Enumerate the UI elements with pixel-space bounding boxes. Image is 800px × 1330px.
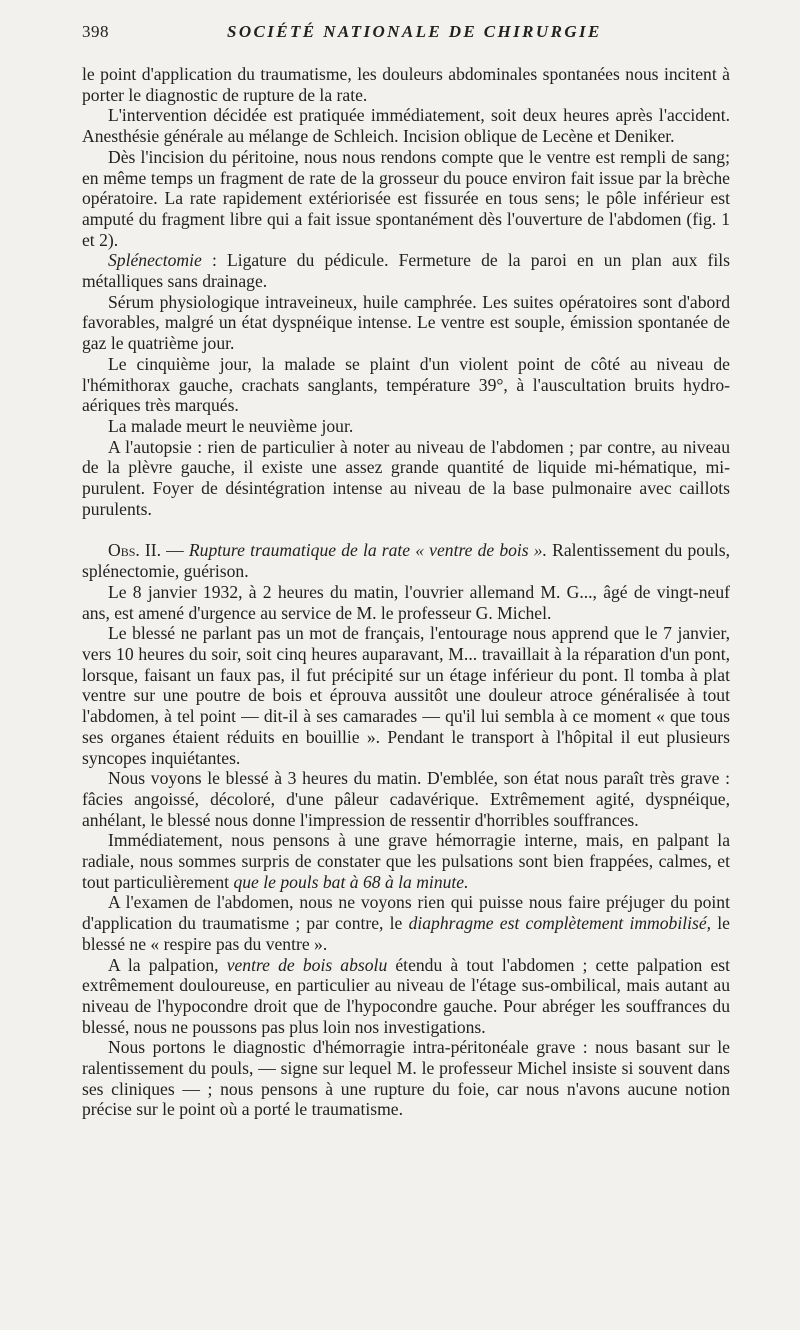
paragraph-text-end: le blessé ne « respire pas du ventre ».	[82, 913, 730, 954]
italic-phrase: diaphragme est complètement immobilisé,	[408, 913, 712, 934]
paragraph	[82, 830, 730, 892]
paragraph-text: A la palpation,	[108, 954, 227, 975]
paragraph: Dès l'incision du péritoine, nous nous rendons compte que le ventre est rempli de sang; en même temps un fragment de rate de la grosseur du pouce environ fait issue par la brèche opératoire. La rate rapidement extériorisée est fissurée en tous sens; le pôle inférieur est amputé du fragment libre qui a fait issue spontanément dès l'ouverture de l'abdomen (fig. 1 et 2).	[82, 146, 730, 250]
paragraph-text: A l'examen de l'abdomen, nous ne voyons rien qui puisse nous faire préjuger du point d'application du traumatisme ; par contre, le	[82, 892, 730, 934]
italic-term: Splénectomie	[108, 250, 202, 271]
page-number: 398	[82, 22, 109, 41]
paragraph: le point d'application du traumatisme, les douleurs abdominales spontanées nous incitent à porter le diagnostic de rupture de la rate.	[82, 64, 730, 105]
paragraph: Le 8 janvier 1932, à 2 heures du matin, l'ouvrier allemand M. G..., âgé de vingt-neuf ans, est amené d'urgence au service de M. le professeur G. Michel.	[82, 581, 730, 623]
paragraph: A l'autopsie : rien de particulier à noter au niveau de l'abdomen ; par contre, au niveau de la plèvre gauche, il existe une assez grande quantité de liquide mi-hématique, mi-purulent. Foyer de désintégration intense au niveau de la base pulmonaire avec caillots purulents.	[82, 436, 730, 519]
paragraph	[82, 892, 730, 954]
paragraph-text-end: étendu à tout l'abdomen ; cette palpation est extrêmement douloureuse, en particulier au niveau de l'étage sus-ombilical, mais autant au niveau de l'hypocondre droit que de l'hypocondre gauche. Pour abréger les souffrances du blessé, nous ne poussons pas plus loin nos investigations.	[82, 954, 731, 1037]
paragraph-text: : Ligature du pédicule. Fermeture de la paroi en un plan aux fils métalliques sans drainage.	[82, 250, 730, 292]
paragraph	[82, 250, 730, 291]
obs-title: Rupture traumatique de la rate « ventre de bois ».	[188, 540, 547, 561]
section-gap	[82, 519, 730, 540]
observation-heading	[82, 540, 730, 581]
paragraph	[82, 955, 730, 1038]
obs-label: Obs.	[108, 540, 140, 561]
paragraph: L'intervention décidée est pratiquée immédiatement, soit deux heures après l'accident. Anesthésie générale au mélange de Schleich. Incision oblique de Lecène et Deniker.	[82, 105, 730, 147]
paragraph: Sérum physiologique intraveineux, huile camphrée. Les suites opératoires sont d'abord favorables, malgré un état dyspnéique intense. Le ventre est souple, émission spontanée de gaz le quatrième jour.	[82, 291, 730, 354]
paragraph: Le blessé ne parlant pas un mot de français, l'entourage nous apprend que le 7 janvier, vers 10 heures du soir, soit cinq heures auparavant, M... travaillait à la réparation d'un pont, lorsque, faisant un faux pas, il fut précipité sur un étage inférieur du pont. Il tomba à plat ventre sur une poutre de bois et éprouva aussitôt une douleur atroce généralisée à tout l'abdomen, à tel point — dit-il à ses camarades — qu'il lui sembla à ce moment « que tous ses organes étaient réduits en bouillie ». Pendant le transport à l'hôpital il eut plusieurs syncopes inquiétantes.	[82, 623, 730, 768]
running-title: SOCIÉTÉ NATIONALE DE CHIRURGIE	[227, 22, 602, 41]
obs-number: II. —	[139, 540, 189, 561]
paragraph: Le cinquième jour, la malade se plaint d'un violent point de côté au niveau de l'hémithorax gauche, crachats sanglants, température 39°, à l'auscultation bruits hydro-aériques très marqués.	[82, 353, 730, 416]
paragraph: Nous voyons le blessé à 3 heures du matin. D'emblée, son état nous paraît très grave : fâcies angoissé, décoloré, d'une pâleur cadavérique. Extrêmement agité, dyspnéique, anhélant, le blessé nous donne l'impression de ressentir d'horribles souffrances.	[82, 768, 730, 830]
paragraph-text: Immédiatement, nous pensons à une grave hémorragie interne, mais, en palpant la radiale, nous sommes surpris de constater que les pulsations sont bien frappées, calmes, et tout particulièrement	[82, 830, 730, 892]
page-header	[82, 20, 732, 46]
obs-summary: Ralentissement du pouls, splénectomie, guérison.	[82, 540, 731, 582]
body-text	[82, 64, 730, 1120]
italic-phrase: que le pouls bat à 68 à la minute.	[233, 871, 469, 892]
paragraph: Nous portons le diagnostic d'hémorragie intra-péritonéale grave : nous basant sur le ralentissement du pouls, — signe sur lequel M. le professeur Michel insiste si souvent dans ses cliniques — ; nous pensons à une rupture du foie, car nous n'avons aucune notion précise sur le point où a porté le traumatisme.	[82, 1037, 730, 1120]
italic-phrase: ventre de bois absolu	[226, 954, 388, 975]
paragraph: La malade meurt le neuvième jour.	[108, 415, 354, 436]
